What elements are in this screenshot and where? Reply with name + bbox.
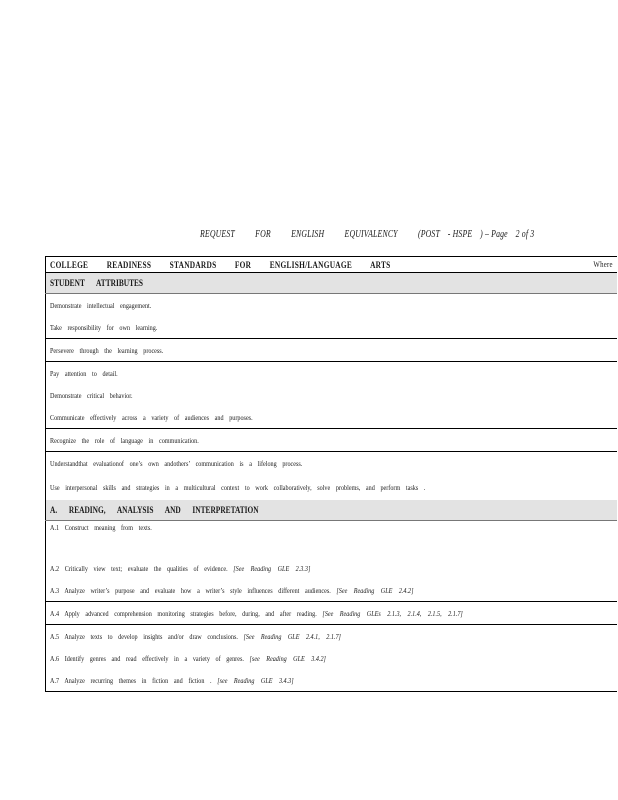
table-cell	[46, 452, 618, 475]
table-title-cell	[46, 257, 618, 273]
header-word-post: (POST	[417, 229, 440, 240]
table-row	[46, 669, 618, 692]
standard-text: A.5 Analyze texts to develop insights and/or draw conclusions.	[50, 631, 238, 641]
table-row	[46, 625, 618, 648]
table-row	[46, 579, 618, 602]
table-title: COLLEGE READINESS STANDARDS FOR ENGLISH/LANGUAGE ARTS	[50, 259, 391, 270]
section-heading-cell	[46, 273, 618, 294]
header-page-label: ) – Page	[480, 229, 508, 240]
column-header-where: Where	[593, 259, 613, 269]
standard-text: A.4 Apply advanced comprehension monitoring strategies before, during, and after reading.	[50, 608, 317, 618]
attribute-text: Persevere through the learning process.	[50, 345, 164, 355]
gle-reference: [See Reading GLE 2.4.1, 2.1.7]	[243, 631, 341, 641]
standard-text: A.3 Analyze writer’s purpose and evaluate how a writer’s style influences different audiences.	[50, 585, 331, 595]
table-cell	[46, 602, 618, 625]
gle-reference: [See Reading GLE 2.3.3]	[233, 563, 311, 573]
table-row	[46, 474, 618, 500]
table-row	[46, 384, 618, 406]
table-cell	[46, 625, 618, 648]
attribute-text: Demonstrate critical behavior.	[50, 390, 133, 400]
header-page-number: 2 of 3	[515, 229, 535, 240]
table-row	[46, 521, 618, 558]
table-cell	[46, 316, 618, 339]
table-title-row	[46, 257, 618, 273]
section-heading-student-attributes: STUDENT ATTRIBUTES	[50, 278, 144, 288]
table-cell	[46, 647, 618, 669]
table-row	[46, 557, 618, 579]
table-cell	[46, 474, 618, 500]
table-row	[46, 294, 618, 317]
section-heading-cell	[46, 500, 618, 521]
table-cell	[46, 579, 618, 602]
table-cell	[46, 557, 618, 579]
table-cell	[46, 384, 618, 406]
attribute-text: Demonstrate intellectual engagement.	[50, 300, 152, 310]
gle-reference: [See Reading GLEs 2.1.3, 2.1.4, 2.1.5, 2.1.7]	[322, 608, 463, 618]
table-cell	[46, 339, 618, 362]
table-cell	[46, 669, 618, 692]
attribute-text: Understandthat evaluationof one’s own andothers’ communication is a lifelong process.	[50, 458, 303, 468]
table-cell	[46, 294, 618, 317]
standard-text: A.2 Critically view text; evaluate the qualities of evidence.	[50, 563, 228, 573]
table-cell	[46, 521, 618, 558]
gle-reference: [see Reading GLE 3.4.3]	[217, 675, 294, 685]
header-word-english: ENGLISH	[291, 229, 325, 240]
gle-reference: [See Reading GLE 2.4.2]	[336, 585, 414, 595]
table-row	[46, 602, 618, 625]
table-cell	[46, 406, 618, 429]
attribute-text: Recognize the role of language in communication.	[50, 435, 199, 445]
table-row	[46, 406, 618, 429]
table-row	[46, 452, 618, 475]
table-row	[46, 316, 618, 339]
standard-text: A.6 Identify genres and read effectively in a variety of genres.	[50, 653, 244, 663]
standard-text: A.1 Construct meaning from texts.	[50, 523, 152, 532]
attribute-text: Communicate effectively across a variety of audiences and purposes.	[50, 412, 253, 422]
table-row	[46, 339, 618, 362]
header-word-equivalency: EQUIVALENCY	[344, 229, 398, 240]
section-heading-reading: A. READING, ANALYSIS AND INTERPRETATION	[50, 505, 259, 515]
header-word-hspe: - HSPE	[447, 229, 473, 240]
section-heading-row	[46, 500, 618, 521]
standards-table	[45, 256, 617, 692]
table-cell	[46, 429, 618, 452]
standard-text: A.7 Analyze recurring themes in fiction and fiction .	[50, 675, 212, 685]
page-header	[200, 229, 535, 240]
attribute-text: Pay attention to detail.	[50, 368, 118, 378]
gle-reference: [see Reading GLE 3.4.2]	[249, 653, 326, 663]
attribute-text: Use interpersonal skills and strategies in a multicultural context to work collaboratively, solve problems, and perform tasks .	[50, 482, 426, 492]
header-word-request: REQUEST	[200, 229, 235, 240]
table-row	[46, 429, 618, 452]
table-row	[46, 362, 618, 385]
table-cell	[46, 362, 618, 385]
attribute-text: Take responsibility for own learning.	[50, 322, 158, 332]
header-word-for: FOR	[255, 229, 271, 240]
section-heading-row	[46, 273, 618, 294]
table-row	[46, 647, 618, 669]
